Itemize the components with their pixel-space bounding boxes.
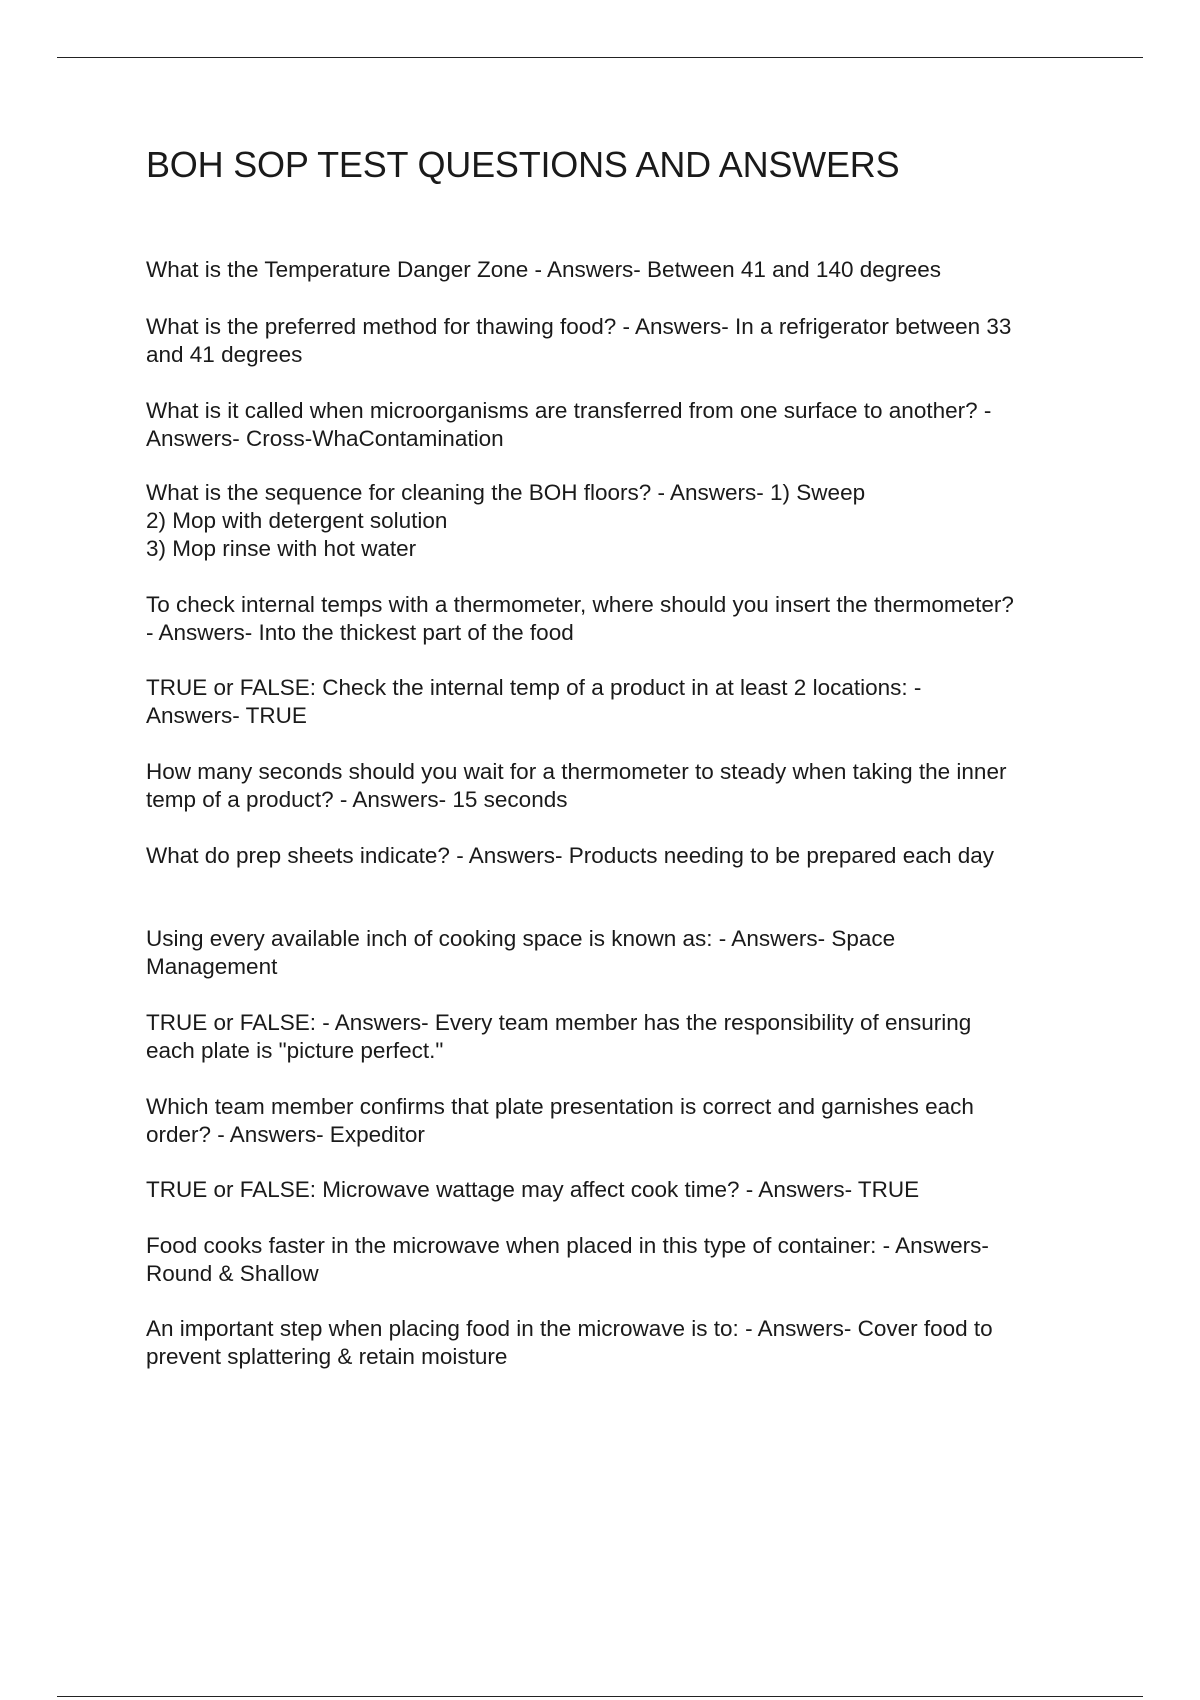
qa-item-space-management: Using every available inch of cooking space is known as: - Answers- Space Management bbox=[146, 926, 896, 979]
qa-item-floor-cleaning-sequence: What is the sequence for cleaning the BOH floors? - Answers- 1) Sweep 2) Mop with detergent solution 3) Mop rinse with hot water bbox=[146, 480, 866, 561]
qa-item-two-locations: TRUE or FALSE: Check the internal temp of a product in at least 2 locations: - Answers- TRUE bbox=[146, 675, 922, 728]
qa-item-temperature-danger-zone: What is the Temperature Danger Zone - Answers- Between 41 and 140 degrees bbox=[146, 257, 942, 282]
bottom-divider bbox=[57, 1696, 1143, 1697]
qa-item-cross-contamination: What is it called when microorganisms are transferred from one surface to another? - Answers- Cross-WhaContamination bbox=[146, 398, 992, 451]
top-divider bbox=[57, 57, 1143, 58]
qa-item-thawing-method: What is the preferred method for thawing food? - Answers- In a refrigerator between 33 and 41 degrees bbox=[146, 314, 1012, 367]
qa-item-thermometer-insertion: To check internal temps with a thermometer, where should you insert the thermometer? - Answers- Into the thickest part of the food bbox=[146, 592, 1014, 645]
qa-item-expeditor: Which team member confirms that plate presentation is correct and garnishes each order? - Answers- Expeditor bbox=[146, 1094, 974, 1147]
qa-item-microwave-container: Food cooks faster in the microwave when placed in this type of container: - Answers- Round & Shallow bbox=[146, 1233, 989, 1286]
qa-item-thermometer-wait: How many seconds should you wait for a thermometer to steady when taking the inner temp of a product? - Answers- 15 seconds bbox=[146, 759, 1007, 812]
qa-item-microwave-wattage: TRUE or FALSE: Microwave wattage may affect cook time? - Answers- TRUE bbox=[146, 1177, 920, 1202]
qa-item-microwave-cover: An important step when placing food in the microwave is to: - Answers- Cover food to prevent splattering & retain moisture bbox=[146, 1316, 993, 1369]
qa-item-picture-perfect: TRUE or FALSE: - Answers- Every team member has the responsibility of ensuring each plate is "picture perfect." bbox=[146, 1010, 972, 1063]
qa-item-prep-sheets: What do prep sheets indicate? - Answers- Products needing to be prepared each day bbox=[146, 843, 995, 868]
document-title: BOH SOP TEST QUESTIONS AND ANSWERS bbox=[146, 144, 900, 185]
